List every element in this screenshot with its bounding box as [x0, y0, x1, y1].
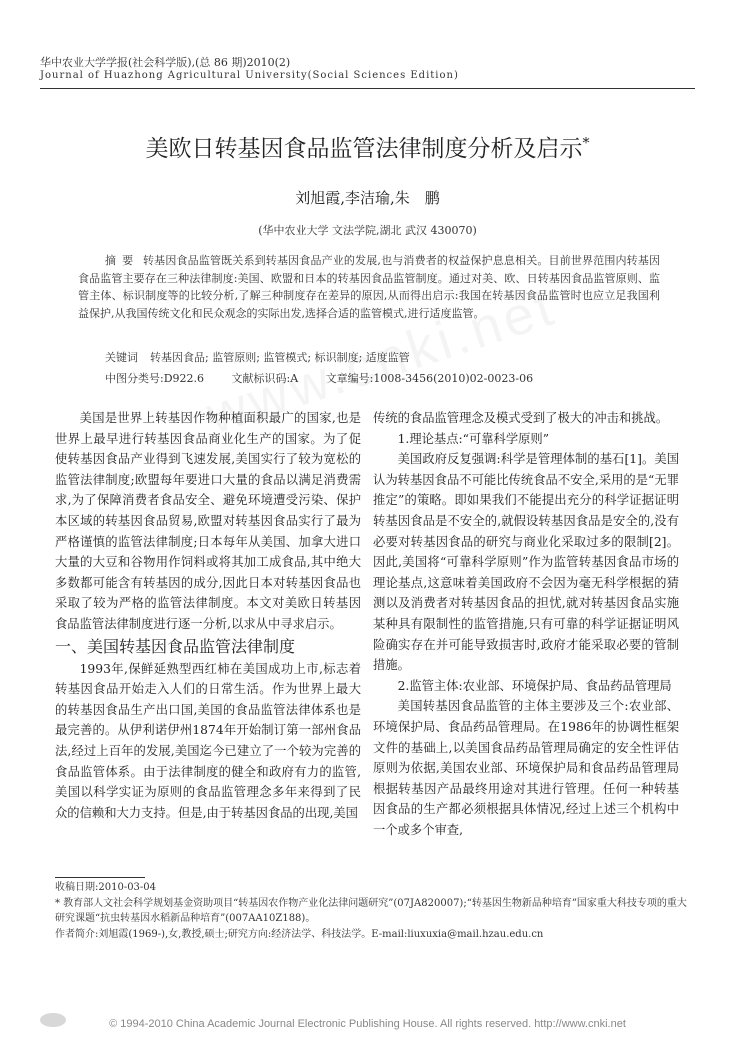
journal-header-en: Journal of Huazhong Agricultural University(Social Sciences Edition)	[40, 70, 459, 81]
section-heading: 一、美国转基因食品监管法律制度	[55, 636, 296, 656]
title-text: 美欧日转基因食品监管法律制度分析及启示	[145, 136, 583, 162]
affiliation: (华中农业大学 文法学院,湖北 武汉 430070)	[258, 224, 477, 237]
abstract-text: 转基因食品监管既关系到转基因食品产业的发展,也与消费者的权益保护息息相关。目前世界范围内转基因食品监管主要存在三种法律制度:美国、欧盟和日本的转基因食品监管制度。通过对美、欧、日转基因食品监管原则、监管主体、标识制度等的比较分析,了解三种制度存在差异的原因,从而得出启示:我国在转基因食品监管时也应立足我国利益保护,从我国传统文化和民众观念的实际出发,选择合适的监管模式,进行适度监管。	[78, 254, 661, 320]
body-paragraph: 1993年,保鲜延熟型西红柿在美国成功上市,标志着转基因食品开始走入人们的日常生活。作为世界上最大的转基因食品生产出口国,美国的食品监管法律体系也是最完善的。从伊利诺伊州1874年开始制订第一部州食品法,经过上百年的发展,美国迄今已建立了一个较为完善的食品监管体系。由于法律制度的健全和政府有力的监管,美国以科学实证为原则的食品监管理念多年来得到了民众的信赖和大力支持。但是,由于转基因食品的出现,美国	[55, 661, 361, 820]
body-paragraph: 美国转基因食品监管的主体主要涉及三个:农业部、环境保护局、食品药品管理局。在1986年的协调性框架文件的基础上,以美国食品药品管理局确定的安全性评估原则为依据,美国农业部、环境保护局和食品药品管理局根据转基因产品最终用途对其进行管理。任何一种转基因食品的生产都必须根据具体情况,经过上述三个机构中一个或多个审查,	[373, 699, 679, 837]
body-column-right	[373, 408, 679, 840]
keywords	[105, 349, 665, 365]
received-date: 收稿日期:2010-03-04	[55, 882, 157, 893]
article-number: 文章编号:1008-3456(2010)02-0023-06	[325, 372, 534, 385]
body-paragraph: 美国政府反复强调:科学是管理体制的基石[1]。美国认为转基因食品不可能比传统食品不安全,采用的是“无罪推定”的策略。即如果我们不能提出充分的科学证据证明转基因食品是不安全的,就假设转基因食品是安全的,没有必要对转基因食品的研究与商业化采取过多的限制[2]。因此,美国将“可靠科学原则”作为监管转基因食品市场的理论基点,这意味着美国政府不会因为毫无科学根据的猜测以及消费者对转基因食品的担忧,就对转基因食品实施某种具有限制性的监管措施,只有可靠的科学证据证明风险确实存在并可能导致损害时,政府才能采取必要的管制措施。	[373, 452, 679, 673]
footnote-rule	[55, 877, 145, 878]
body-paragraph-continued: 传统的食品监管理念及模式受到了极大的冲击和挑战。	[373, 411, 669, 425]
title-footnote-mark: *	[582, 135, 590, 152]
clc-number: 中图分类号:D922.6	[105, 372, 205, 385]
abstract	[78, 252, 660, 322]
keywords-label: 关键词	[105, 351, 138, 364]
copyright-notice: © 1994-2010 China Academic Journal Electronic Publishing House. All rights reserved. http://www.cnki.net	[109, 1018, 626, 1030]
subsection-heading: 2.监管主体:农业部、环境保护局、食品药品管理局	[397, 678, 672, 693]
subsection-heading: 1.理论基点:“可靠科学原则”	[397, 431, 550, 446]
author-bio: 作者简介:刘旭霞(1969-),女,教授,硕士;研究方向:经济法学、科技法学。E-mail:liuxuxia@mail.hzau.edu.cn	[55, 929, 544, 940]
classification-line	[105, 370, 665, 386]
journal-header-cn: 华中农业大学学报(社会科学版),(总 86 期)2010(2)	[40, 56, 291, 69]
fund-note: * 教育部人文社会科学规划基金资助项目“转基因农作物产业化法律问题研究”(07JA820007);“转基因生物新品种培育”国家重大科技专项的重大研究课题“抗虫转基因水稻新品种培育”(007AA10Z188)。	[55, 898, 687, 924]
intro-paragraph: 美国是世界上转基因作物种植面积最广的国家,也是世界上最早进行转基因食品商业化生产的国家。为了促使转基因食品产业得到飞速发展,美国实行了较为宽松的监管法律制度;欧盟每年要进口大量的食品以满足消费需求,为了保障消费者食品安全、避免环境遭受污染、保护本区域的转基因食品贸易,欧盟对转基因食品实行了最为严格谨慎的监管法律制度;日本每年从美国、加拿大进口大量的大豆和谷物用作饲料或将其加工成食品,其中绝大多数都可能含有转基因的成分,因此日本对转基因食品也采取了较为严格的监管法律制度。本文对美欧日转基因食品监管法律制度进行逐一分析,以求从中寻求启示。	[55, 411, 361, 631]
article-title	[0, 130, 735, 163]
header-rule	[40, 88, 695, 89]
abstract-label: 摘要	[105, 254, 140, 267]
document-code: 文献标识码:A	[231, 372, 299, 385]
body-column-left	[55, 408, 361, 823]
author-list: 刘旭霞,李洁瑜,朱 鹏	[295, 189, 440, 207]
keywords-text: 转基因食品; 监管原则; 监管模式; 标识制度; 适度监管	[150, 351, 410, 364]
